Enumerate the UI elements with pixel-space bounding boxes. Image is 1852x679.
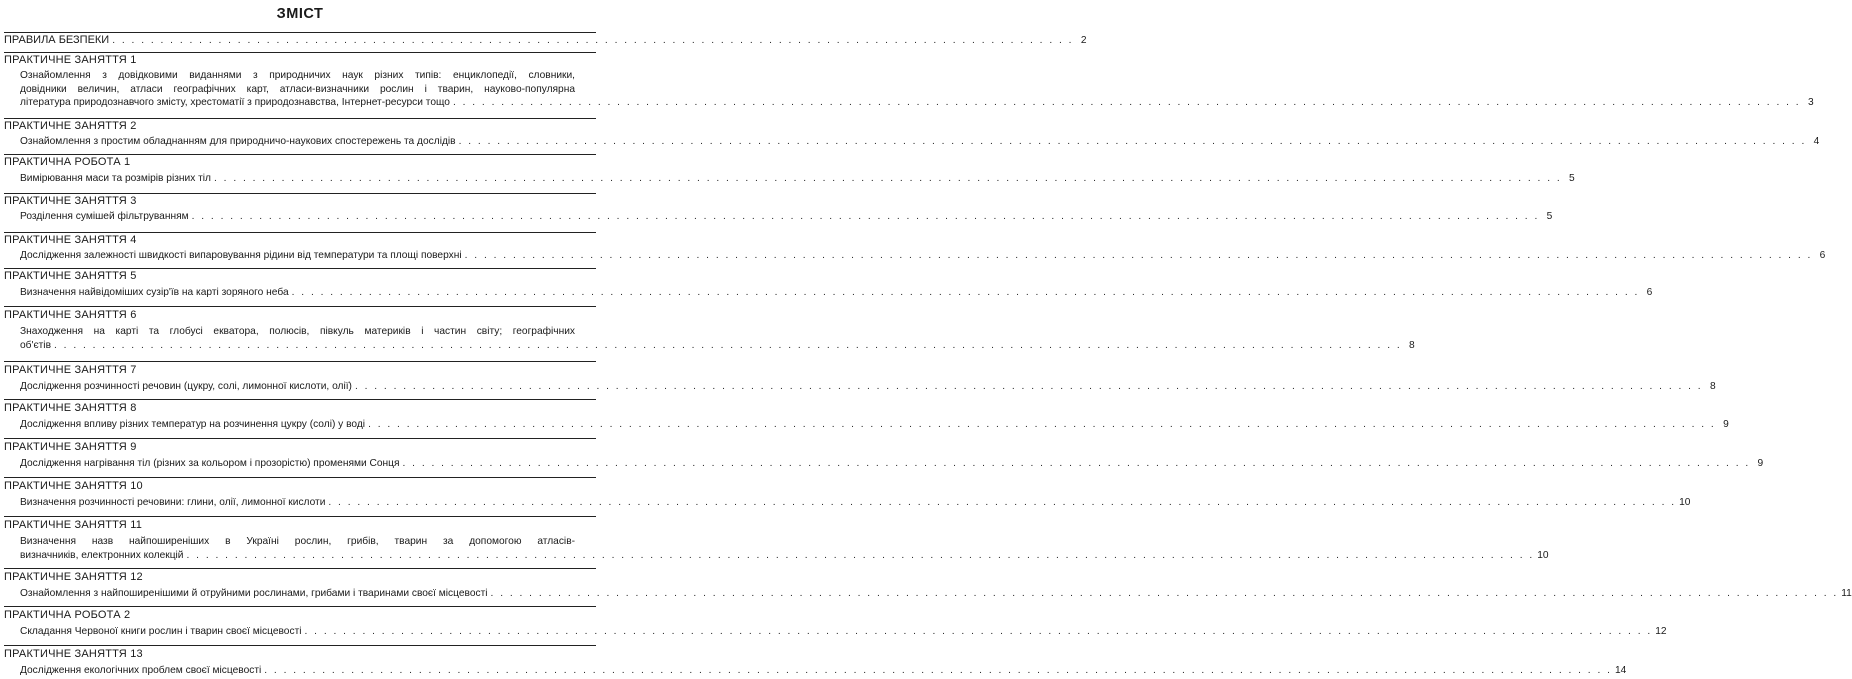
toc-entry-text: література природознавчого змісту, хрестоматії з природознавства, Інтернет-ресурси тощо — [20, 97, 450, 108]
leader-dots: . . . . . . . . . . . . . . . . . . . . . . . . . . . . . . . . . . . . . . . . . . . . . . . . . . . . . . . . . . . . . . . . . . . . . . . . . . . . . . . . . . . . . . . . . . . . . . . . . . . . . . . . . . . . . . . . . . . . . . . . . . . . . . . . . . . . . . . . . . . . — [402, 458, 1751, 469]
leader-dots: . . . . . . . . . . . . . . . . . . . . . . . . . . . . . . . . . . . . . . . . . . . . . . . . . . . . . . . . . . . . . . . . . . . . . . . . . . . . . . . . . . . . . . . . . . . . . . . . . . . . . . . . . . . . . . . . . . . . . . . . . . . . . . . . . . . . . . . . . . . . — [464, 250, 1813, 261]
toc-entry[interactable] — [20, 625, 1667, 639]
leader-dots: . . . . . . . . . . . . . . . . . . . . . . . . . . . . . . . . . . . . . . . . . . . . . . . . . . . . . . . . . . . . . . . . . . . . . . . . . . . . . . . . . . . . . . . . . . . . . . . . . . . . . . . . . . . . . . . . . . . . . . . . . . . . . . . . . . . . . . . . . . . . — [186, 549, 1535, 561]
toc-entry-text: Розділення сумішей фільтруванням — [20, 211, 189, 222]
toc-entry-text: Дослідження впливу різних температур на розчинення цукру (солі) у воді — [20, 419, 366, 430]
toc-entry[interactable] — [20, 418, 1729, 432]
divider — [4, 232, 596, 233]
section-heading: ПРАКТИЧНЕ ЗАНЯТТЯ 13 — [4, 648, 143, 660]
page-number: 4 — [1813, 136, 1820, 147]
section-heading: ПРАКТИЧНЕ ЗАНЯТТЯ 3 — [4, 195, 137, 207]
page-number: 8 — [1409, 339, 1415, 351]
divider — [4, 306, 596, 307]
toc-entry-text: Визначення назв найпоширеніших в Україні рослин, грибів, тварин за допомогою атласів- — [20, 536, 575, 547]
section-heading: ПРАКТИЧНА РОБОТА 2 — [4, 609, 131, 621]
page-number: 5 — [1569, 173, 1575, 184]
leader-dots: . . . . . . . . . . . . . . . . . . . . . . . . . . . . . . . . . . . . . . . . . . . . . . . . . . . . . . . . . . . . . . . . . . . . . . . . . . . . . . . . . . . . . . . . . . . . . . . . . . . . . . . . . . . . . . . . . . . . . . . . . . . . . . . . . . . . . . . . . . . . — [458, 136, 1807, 147]
leader-dots: . . . . . . . . . . . . . . . . . . . . . . . . . . . . . . . . . . . . . . . . . . . . . . . . . . . . . . . . . . . . . . . . . . . . . . . . . . . . . . . . . . . . . . . . . . . . . . . . . . . . . . . . . . . . . . . . . . . . . . . . . . . . . . . . . . . . . . . . . . . . — [304, 626, 1653, 637]
page-number: 10 — [1537, 549, 1549, 561]
page-number: 5 — [1546, 211, 1553, 222]
section-heading: ПРАКТИЧНЕ ЗАНЯТТЯ 9 — [4, 441, 137, 453]
leader-dots: . . . . . . . . . . . . . . . . . . . . . . . . . . . . . . . . . . . . . . . . . . . . . . . . . . . . . . . . . . . . . . . . . . . . . . . . . . . . . . . . . . . . . . . . . . . . . . . . . . . . — [112, 35, 1074, 46]
divider — [4, 268, 596, 269]
toc-entry[interactable] — [20, 535, 1549, 562]
toc-entry-text: Знаходження на карті та глобусі екватора, полюсів, півкуль материків і частин світу; географічних — [20, 326, 575, 337]
section-heading: ПРАКТИЧНЕ ЗАНЯТТЯ 6 — [4, 309, 137, 321]
toc-entry-text: Ознайомлення з довідковими виданнями з природничих наук різних типів: енциклопедії, словники, — [20, 70, 575, 81]
toc-entry-text: визначників, електронних колекцій — [20, 549, 184, 561]
toc-entry-text: Складання Червоної книги рослин і тварин своєї місцевості — [20, 626, 302, 637]
leader-dots: . . . . . . . . . . . . . . . . . . . . . . . . . . . . . . . . . . . . . . . . . . . . . . . . . . . . . . . . . . . . . . . . . . . . . . . . . . . . . . . . . . . . . . . . . . . . . . . . . . . . . . . . . . . . . . . . . . . . . . . . . . . . . . . . . . . . . . . . . . . . — [452, 97, 1801, 108]
toc-entry-text: довідники величин, атласи географічних карт, атласи-визначники рослин і тварин, науково-популярна — [20, 83, 575, 95]
leader-dots: . . . . . . . . . . . . . . . . . . . . . . . . . . . . . . . . . . . . . . . . . . . . . . . . . . . . . . . . . . . . . . . . . . . . . . . . . . . . . . . . . . . . . . . . . . . . . . . . . . . . . . . . . . . . . . . . . . . . . . . . . . . . . . . . . . . . . . . . . . . . — [291, 287, 1640, 298]
toc-entry[interactable] — [20, 135, 1820, 149]
leader-dots: . . . . . . . . . . . . . . . . . . . . . . . . . . . . . . . . . . . . . . . . . . . . . . . . . . . . . . . . . . . . . . . . . . . . . . . . . . . . . . . . . . . . . . . . . . . . . . . . . . . . . . . . . . . . . . . . . . . . . . . . . . . . . . . . . . . . . . . . . . . . — [368, 419, 1716, 430]
page-number: 6 — [1819, 250, 1826, 261]
leader-dots: . . . . . . . . . . . . . . . . . . . . . . . . . . . . . . . . . . . . . . . . . . . . . . . . . . . . . . . . . . . . . . . . . . . . . . . . . . . . . . . . . . . . . . . . . . . . . . . . . . . . . . . . . . . . . . . . . . . . . . . . . . . . . . . . . . . . . . . . . . . . — [54, 339, 1402, 351]
toc-entry-text: Дослідження екологічних проблем своєї місцевості — [20, 665, 262, 676]
page-number: 10 — [1679, 497, 1691, 508]
toc-entry-text: Дослідження нагрівання тіл (різних за кольором і прозорістю) променями Сонця — [20, 458, 400, 469]
toc-entry[interactable] — [20, 664, 1627, 678]
leader-dots: . . . . . . . . . . . . . . . . . . . . . . . . . . . . . . . . . . . . . . . . . . . . . . . . . . . . . . . . . . . . . . . . . . . . . . . . . . . . . . . . . . . . . . . . . . . . . . . . . . . . . . . . . . . . . . . . . . . . . . . . . . . . . . . . . . . . . . . . . . . . — [354, 381, 1703, 392]
toc-entry[interactable] — [20, 457, 1764, 471]
divider — [4, 52, 596, 53]
section-heading: ПРАКТИЧНЕ ЗАНЯТТЯ 5 — [4, 270, 137, 282]
section-heading: ПРАКТИЧНЕ ЗАНЯТТЯ 4 — [4, 234, 137, 246]
divider — [4, 118, 596, 119]
toc-entry[interactable] — [20, 496, 1691, 510]
leader-dots: . . . . . . . . . . . . . . . . . . . . . . . . . . . . . . . . . . . . . . . . . . . . . . . . . . . . . . . . . . . . . . . . . . . . . . . . . . . . . . . . . . . . . . . . . . . . . . . . . . . . . . . . . . . . . . . . . . . . . . . . . . . . . . . . . . . . . . . . . . . . — [328, 497, 1677, 508]
section-heading: ПРАКТИЧНА РОБОТА 1 — [4, 156, 131, 168]
divider — [4, 438, 596, 439]
toc-entry-text: Визначення найвідоміших сузір'їв на карті зоряного неба — [20, 287, 289, 298]
leader-dots: . . . . . . . . . . . . . . . . . . . . . . . . . . . . . . . . . . . . . . . . . . . . . . . . . . . . . . . . . . . . . . . . . . . . . . . . . . . . . . . . . . . . . . . . . . . . . . . . . . . . . . . . . . . . . . . . . . . . . . . . . . . . . . . . . . . . . . . . . . . . — [264, 665, 1612, 676]
page-title: ЗМІСТ — [276, 6, 324, 22]
leader-dots: . . . . . . . . . . . . . . . . . . . . . . . . . . . . . . . . . . . . . . . . . . . . . . . . . . . . . . . . . . . . . . . . . . . . . . . . . . . . . . . . . . . . . . . . . . . . . . . . . . . . . . . . . . . . . . . . . . . . . . . . . . . . . . . . . . . . . . . . . . . . — [214, 173, 1562, 184]
page-number: 14 — [1614, 665, 1627, 676]
page-number: 12 — [1655, 626, 1667, 637]
section-heading: ПРАКТИЧНЕ ЗАНЯТТЯ 10 — [4, 480, 143, 492]
toc-entry[interactable] — [20, 286, 1653, 300]
toc-entry[interactable] — [20, 172, 1575, 186]
toc-entry-text: об'єтів — [20, 339, 51, 351]
page-number: 9 — [1723, 419, 1729, 430]
toc-entry[interactable] — [20, 210, 1553, 224]
section-heading: ПРАКТИЧНЕ ЗАНЯТТЯ 8 — [4, 402, 137, 414]
divider — [4, 361, 596, 362]
page-number: 9 — [1757, 458, 1764, 469]
section-heading: ПРАКТИЧНЕ ЗАНЯТТЯ 7 — [4, 364, 137, 376]
page-number: 2 — [1080, 35, 1087, 46]
toc-entry-text: Ознайомлення з простим обладнанням для природничо-наукових спостережень та дослідів — [20, 136, 456, 147]
toc-entry-safety[interactable] — [4, 34, 1087, 48]
toc-entry-text: Дослідження розчинності речовин (цукру, солі, лимонної кислоти, олії) — [20, 381, 352, 392]
toc-entry-label: ПРАВИЛА БЕЗПЕКИ — [4, 34, 110, 46]
section-heading: ПРАКТИЧНЕ ЗАНЯТТЯ 11 — [4, 519, 143, 531]
toc-entry-text: Дослідження залежності швидкості випаровування рідини від температури та площі поверхні — [20, 250, 462, 261]
divider — [4, 154, 596, 155]
page-number: 11 — [1841, 588, 1852, 599]
toc-entry[interactable] — [20, 587, 1852, 601]
divider — [4, 516, 596, 517]
divider — [4, 477, 596, 478]
divider — [4, 606, 596, 607]
page-number: 8 — [1709, 381, 1716, 392]
toc-entry-text: Визначення розчинності речовини: глини, олії, лимонної кислоти — [20, 497, 326, 508]
divider — [4, 193, 596, 194]
toc-entry[interactable] — [20, 69, 1814, 110]
section-heading: ПРАКТИЧНЕ ЗАНЯТТЯ 12 — [4, 571, 143, 583]
leader-dots: . . . . . . . . . . . . . . . . . . . . . . . . . . . . . . . . . . . . . . . . . . . . . . . . . . . . . . . . . . . . . . . . . . . . . . . . . . . . . . . . . . . . . . . . . . . . . . . . . . . . . . . . . . . . . . . . . . . . . . . . . . . . . . . . . . . . . . . . . . . . — [191, 211, 1540, 222]
divider — [4, 32, 596, 33]
toc-entry[interactable] — [20, 249, 1826, 263]
toc-entry[interactable] — [20, 380, 1716, 394]
section-heading: ПРАКТИЧНЕ ЗАНЯТТЯ 1 — [4, 54, 137, 66]
divider — [4, 645, 596, 646]
toc-entry-text: Ознайомлення з найпоширенішими й отруйними рослинами, грибами і тваринами своєї місцевості — [20, 588, 488, 599]
leader-dots: . . . . . . . . . . . . . . . . . . . . . . . . . . . . . . . . . . . . . . . . . . . . . . . . . . . . . . . . . . . . . . . . . . . . . . . . . . . . . . . . . . . . . . . . . . . . . . . . . . . . . . . . . . . . . . . . . . . . . . . . . . . . . . . . . . . . . . . . . . . . — [490, 588, 1839, 599]
toc-entry-text: Вимірювання маси та розмірів різних тіл — [20, 173, 211, 184]
page-number: 3 — [1807, 97, 1814, 108]
toc-entry[interactable] — [20, 325, 1415, 352]
divider — [4, 568, 596, 569]
page-number: 6 — [1646, 287, 1653, 298]
section-heading: ПРАКТИЧНЕ ЗАНЯТТЯ 2 — [4, 120, 137, 132]
divider — [4, 399, 596, 400]
